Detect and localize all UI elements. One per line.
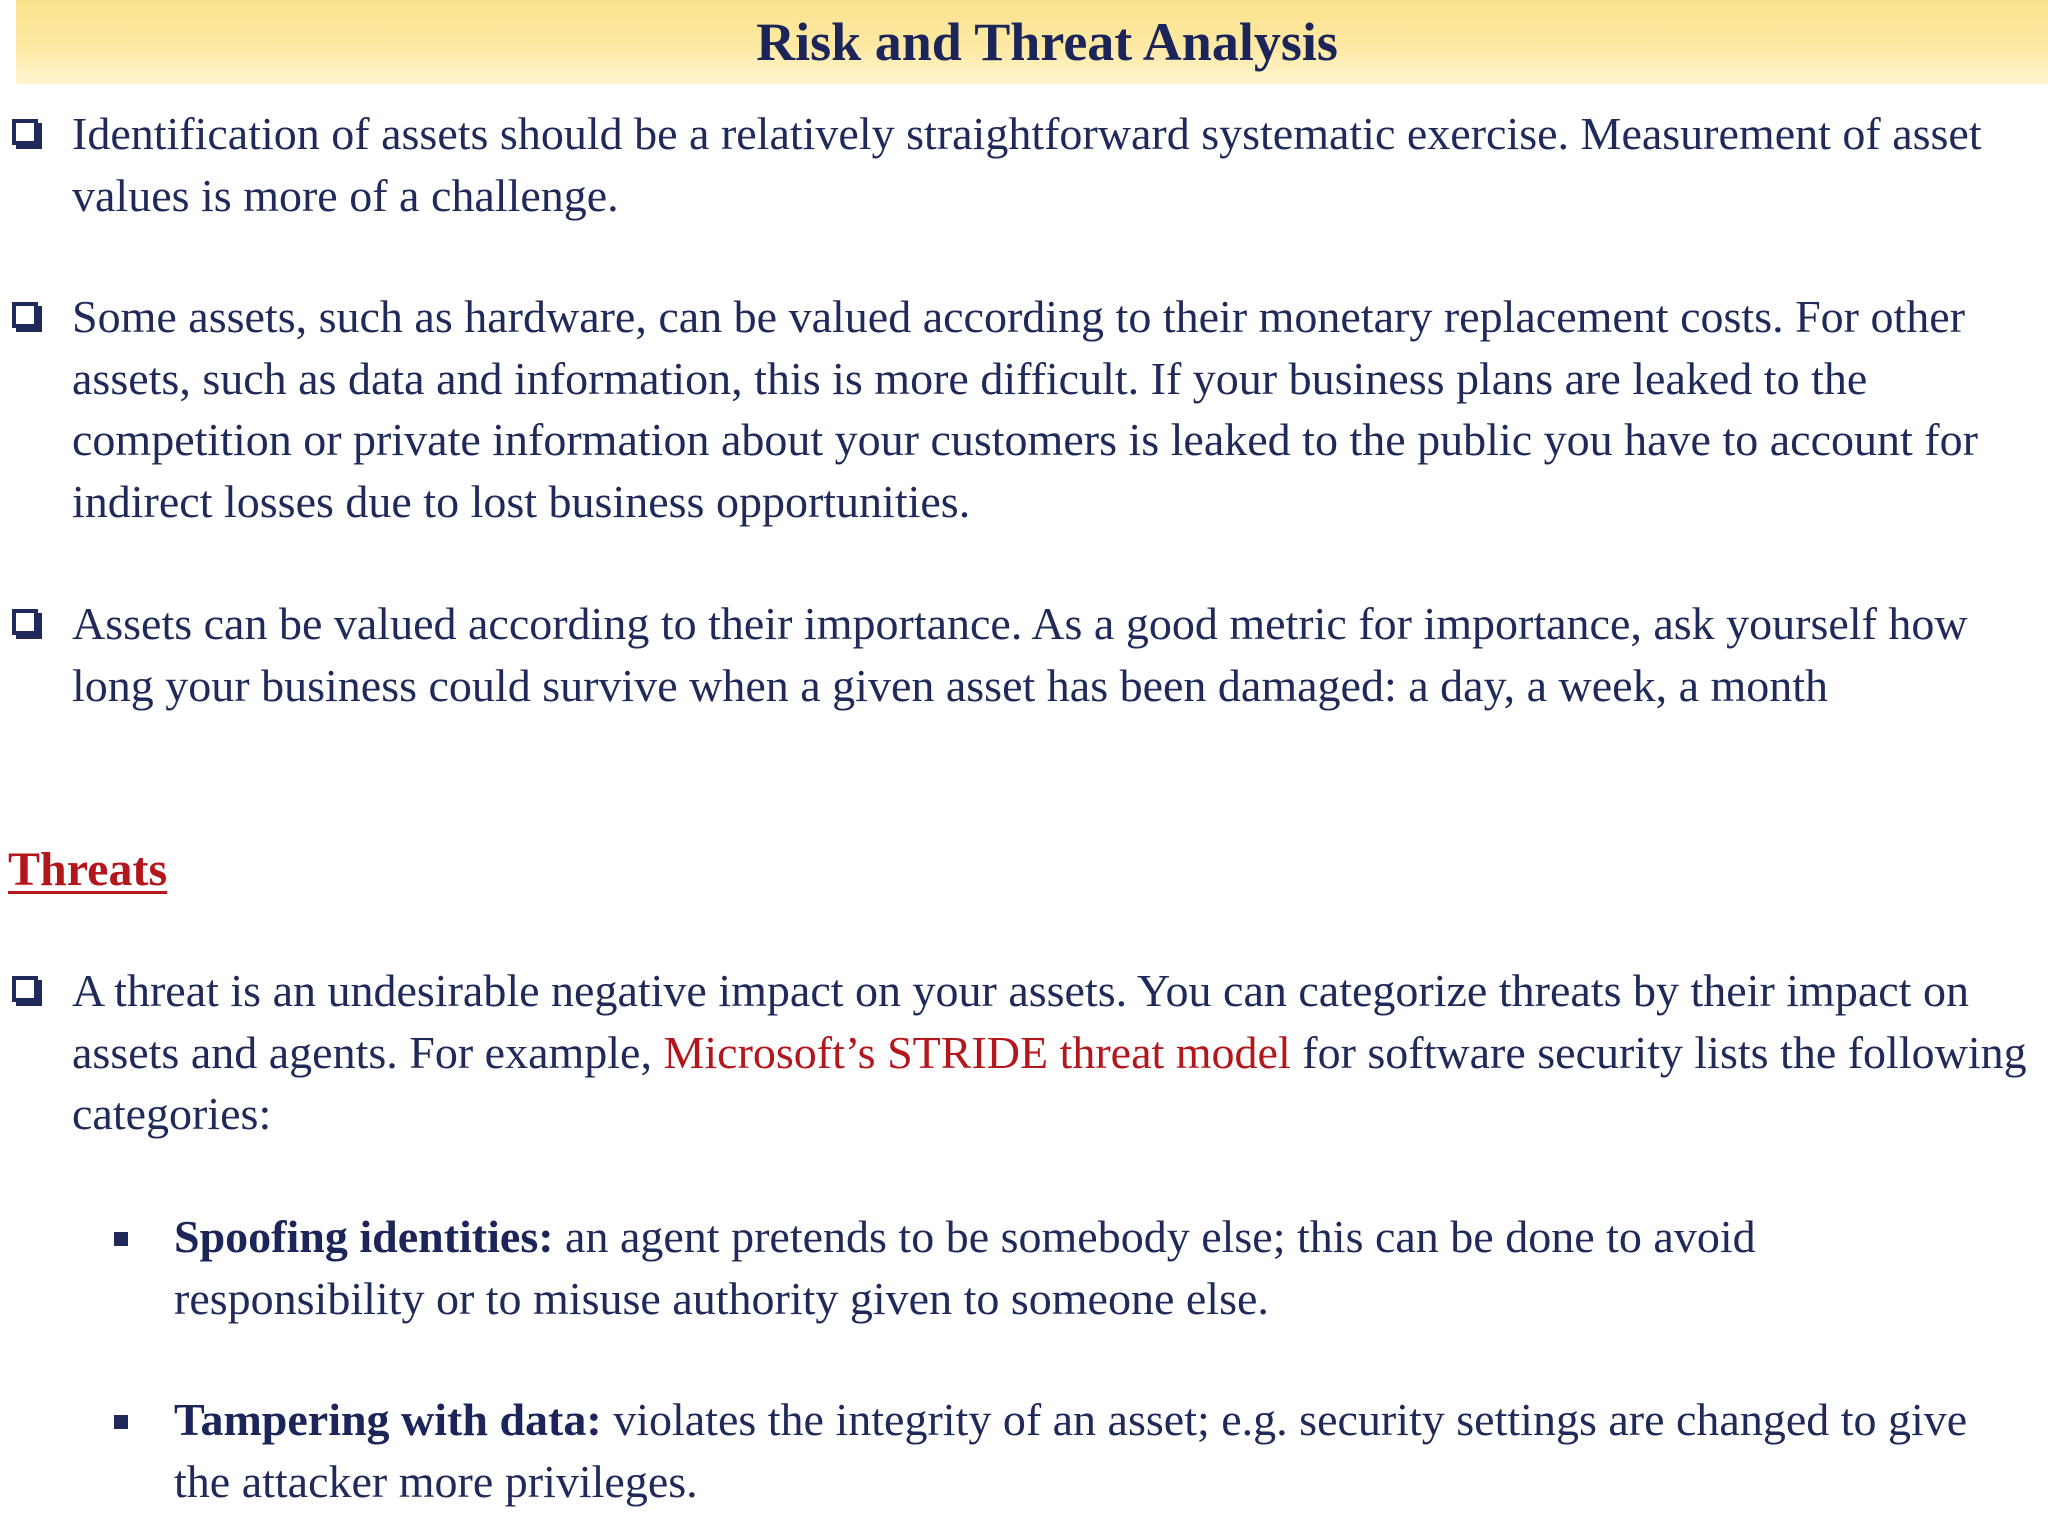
bullet-threat-definition <box>72 960 2032 1145</box>
threats-heading: Threats <box>8 843 168 896</box>
checkbox-bullet-icon <box>12 976 38 1002</box>
category-description: violates the integrity of an asset; e.g. security settings are changed to give the attacker more privileges. <box>174 1394 1968 1507</box>
threat-text-before: A threat is an undesirable negative impact on your assets. You can categorize threats by their impact on assets and agents. For example, <box>72 965 1969 1078</box>
category-spoofing <box>174 1206 2014 1329</box>
category-tampering <box>174 1389 2014 1512</box>
bullet-asset-importance: Assets can be valued according to their importance. As a good metric for importance, ask yourself how long your business could survive when a given asset has been damaged: a day, a week, a month <box>72 598 1968 711</box>
slide-title: Risk and Threat Analysis <box>756 12 1338 72</box>
bullet-asset-valuation: Some assets, such as hardware, can be valued according to their monetary replacement costs. For other assets, such as data and information, this is more difficult. If your business plans are leaked to the competition or private information about your customers is leaked to the public you have to account for indirect losses due to lost business opportunities. <box>72 291 1978 527</box>
stride-model-reference: Microsoft’s STRIDE threat model <box>663 1026 1291 1078</box>
category-term: Spoofing identities: <box>174 1211 554 1262</box>
square-bullet-icon <box>114 1232 128 1246</box>
checkbox-bullet-icon <box>12 119 38 145</box>
title-bar <box>16 0 2048 84</box>
checkbox-bullet-icon <box>12 302 38 328</box>
square-bullet-icon <box>114 1415 128 1429</box>
category-term: Tampering with data: <box>174 1394 602 1445</box>
category-description: an agent pretends to be somebody else; this can be done to avoid responsibility or to misuse authority given to someone else. <box>174 1211 1756 1324</box>
bullet-asset-identification: Identification of assets should be a relatively straightforward systematic exercise. Measurement of asset values is more of a challenge. <box>72 108 1982 221</box>
checkbox-bullet-icon <box>12 609 38 635</box>
threat-text-after: for software security lists the following categories: <box>72 1026 2027 1139</box>
